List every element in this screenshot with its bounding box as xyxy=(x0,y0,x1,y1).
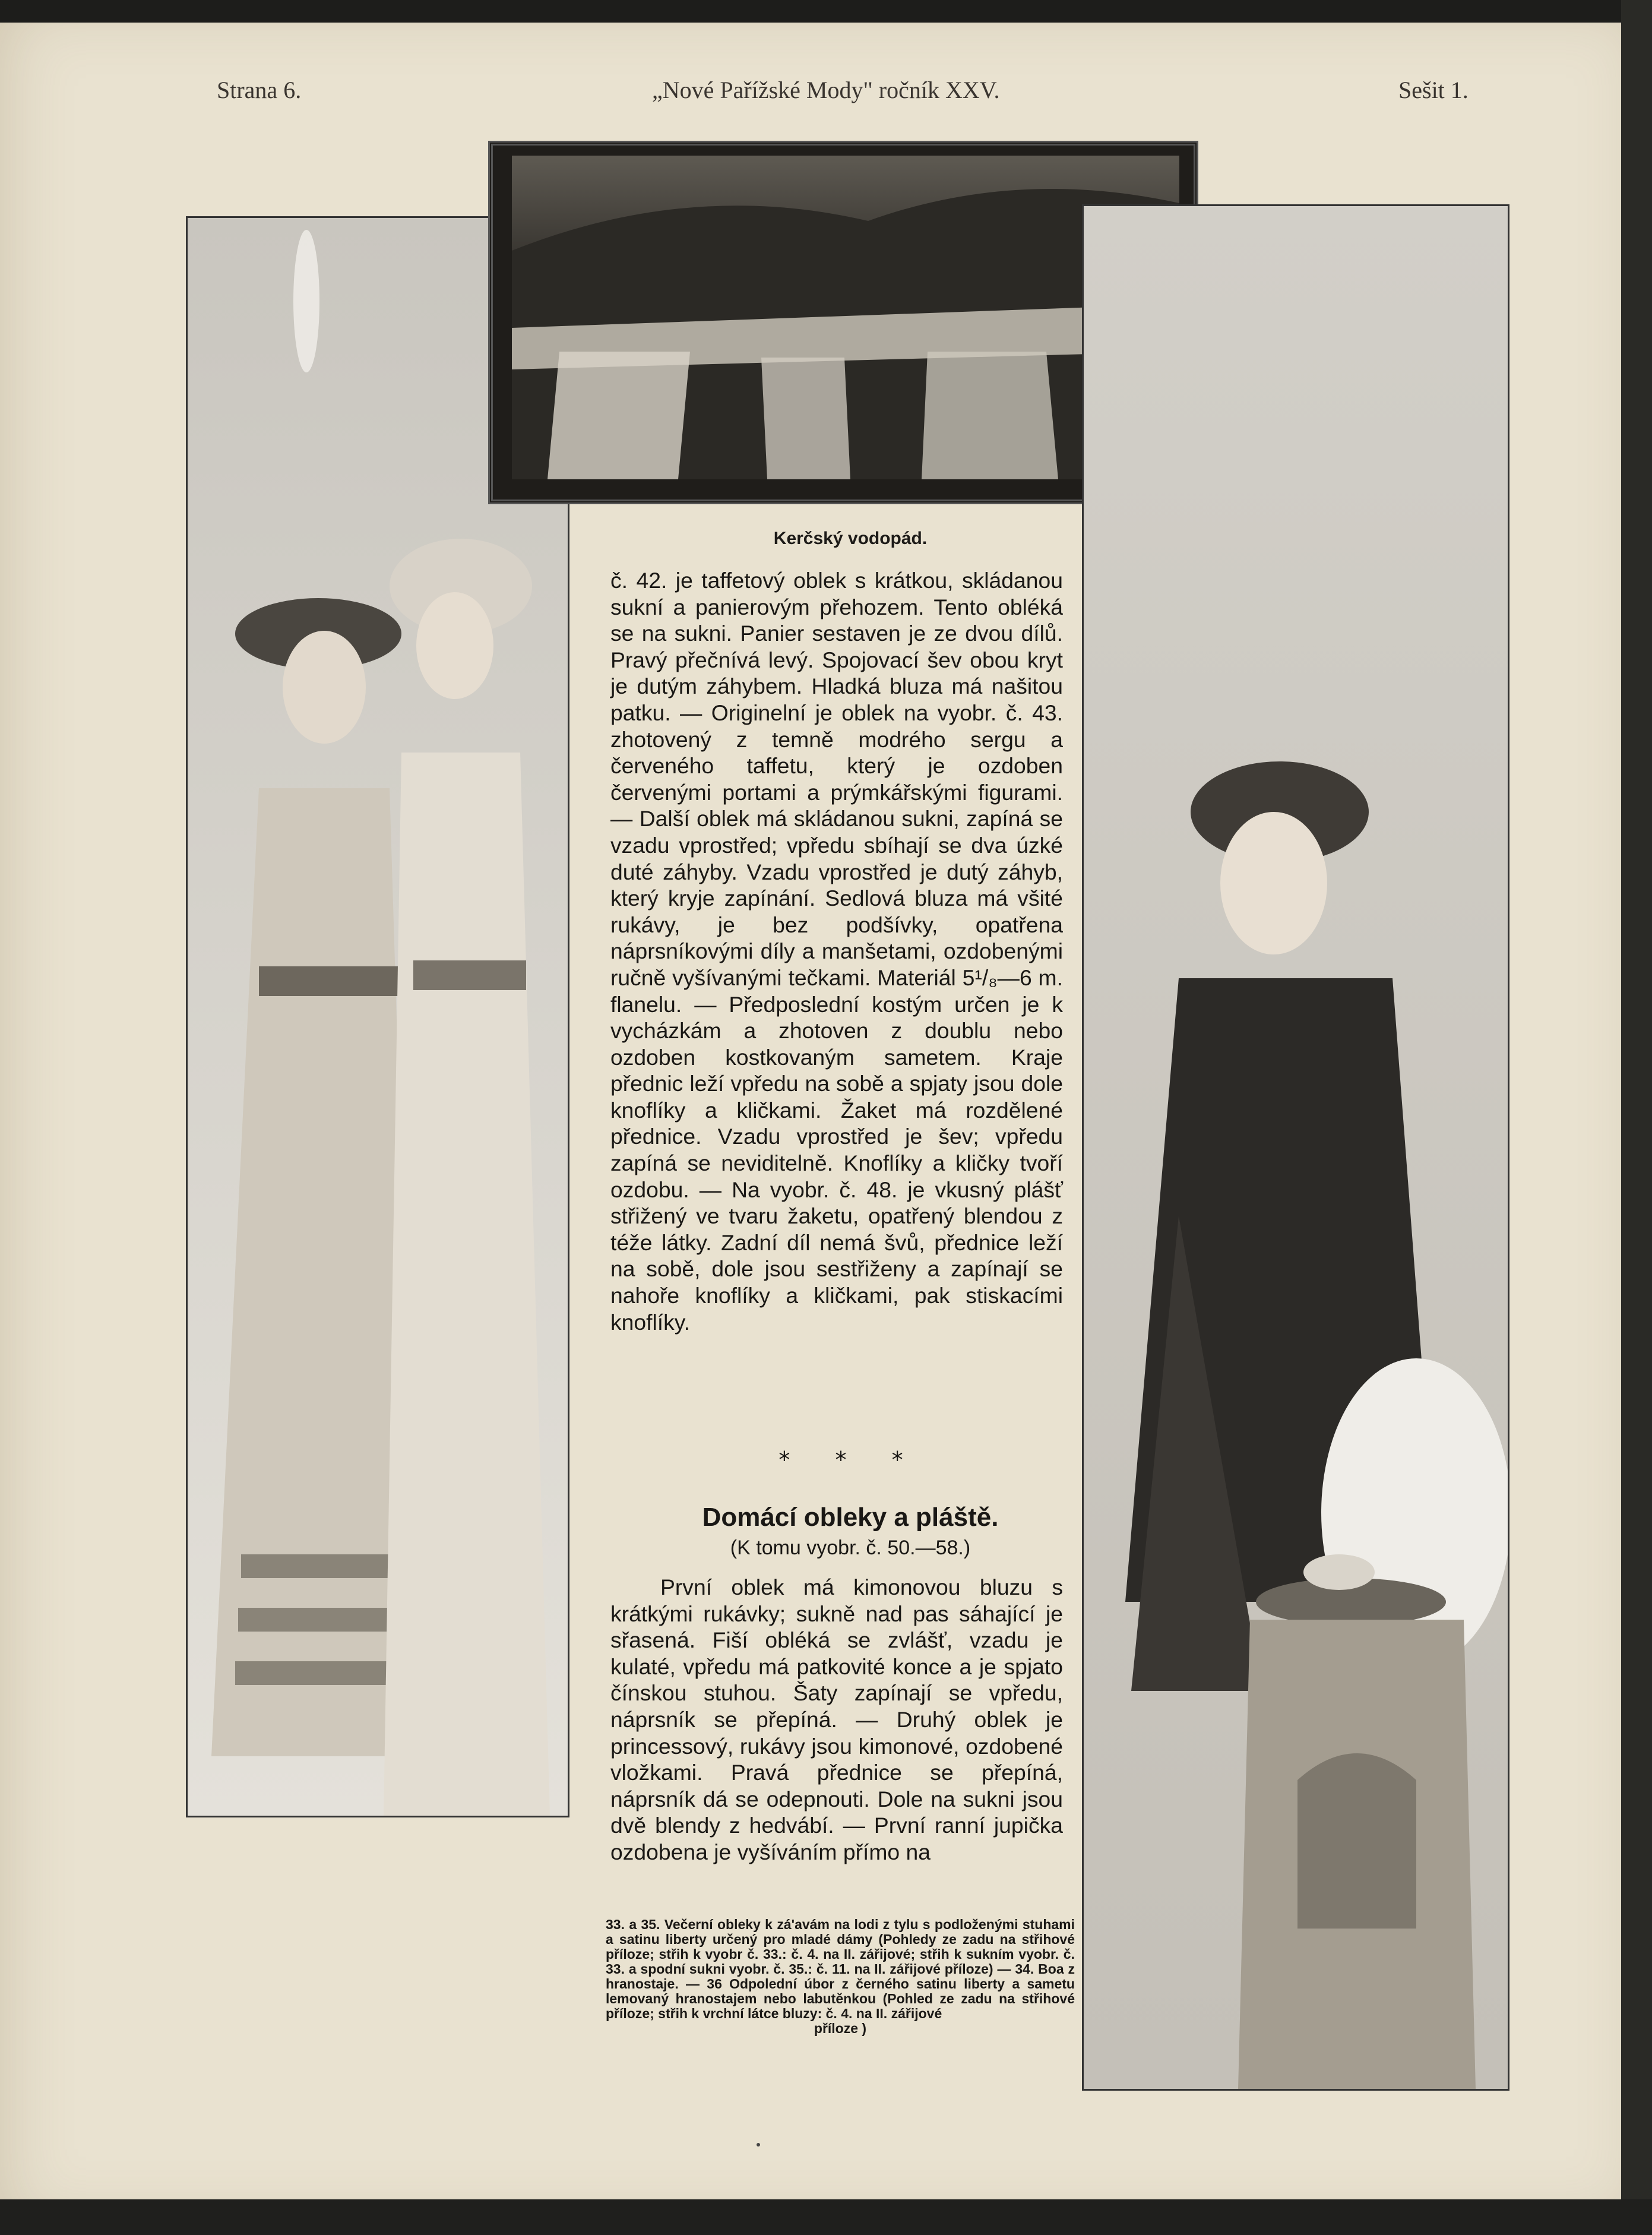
illustration-footnote xyxy=(606,1917,1075,2036)
section-separator: * * * xyxy=(778,1447,922,1473)
article-text xyxy=(610,567,1063,1335)
scan-edge-top xyxy=(0,0,1652,23)
waterfall-photo xyxy=(512,156,1179,479)
page-number: Strana 6. xyxy=(217,77,302,103)
photo-caption: Kerčský vodopád. xyxy=(773,529,928,548)
scan-edge-right xyxy=(1621,0,1652,2235)
waterfall-icon xyxy=(512,156,1179,479)
footnote-last-line: příloze ) xyxy=(814,2021,867,2036)
footnote-text: 33. a 35. Večerní obleky k zá'avám na lodi z tylu s podloženými stuhami a satinu liberty určený pro mladé dámy (Pohledy ze zadu na střihové příloze; střih k vyobr č. 33.: č. 4. na II. zářijové; střih k sukním vyobr. č. 33. a spodní sukni vyobr. č. 35.: č. 11. na II. zářijové příloze) — 34. Boa z hranostaje. — 36 Odpolední úbor z černého satinu liberty a sametu lemovaný hranostajem nebo labutěnkou (Pohled ze zadu na střihové příloze; střih k vrchní látce bluzy: č. 4. na II. zářijové xyxy=(606,1917,1075,2021)
seated-woman-illustration-icon xyxy=(1084,206,1508,2089)
section-subtitle: (K tomu vyobr. č. 50.—58.) xyxy=(730,1537,971,1559)
print-speck xyxy=(757,2143,760,2147)
article-paragraph: č. 42. je taffetový oblek s krátkou, skládanou sukní a panierovým přehozem. Tento obléká se na sukni. Panier sestaven je ze dvou dílů. Pravý přečnívá levý. Spojovací šev obou kryt je dutým záhybem. Hladká bluza má našitou patku. — Originelní je oblek na vyobr. č. 43. zhotovený z temně modrého sergu a červeného taffetu, který je ozdoben červenými portami a prýmkářskými figurami. — Další oblek má skládanou sukni, zapíná se vzadu vprostřed; vpředu sbíhají se dva úzké duté záhyby. Vzadu vprostřed je dutý záhyb, který kryje zapínání. Sedlová bluza má všité rukávy, je bez podšívky, opatřena náprsníkovými díly a manšetami, ozdobenými ručně vyšívanými tečkami. Materiál 5¹/₈—6 m. flanelu. — Předposlední kostým určen je k vycházkám a zhotoven z doublu nebo ozdoben kostkovaným sametem. Kraje přednic leží vpředu na sobě a spjaty jsou dole knoflíky a kličkami. Žaket má rozdělené přednice. Vzadu vprostřed je šev; vpředu zapíná se neviditelně. Knoflíky a kličky tvoří ozdobu. — Na vyobr. č. 48. je vkusný plášť střižený ve tvaru žaketu, opatřený blendou z téže látky. Zadní díl nemá švů, přednice leží na sobě, dole jsou sestřiženy a zapínají se nahoře knoflíky a kličkami, pak stiskacími knoflíky. xyxy=(610,568,1063,1335)
scan-edge-bottom xyxy=(0,2199,1652,2235)
right-fashion-illustration xyxy=(1082,204,1509,2091)
running-title: „Nové Pařížské Mody" ročník XXV. xyxy=(652,77,1000,103)
section-title: Domácí obleky a pláště. xyxy=(702,1503,999,1532)
issue-number: Sešit 1. xyxy=(1398,77,1469,103)
section-text: První oblek má kimonovou bluzu s krátkými rukávky; sukně nad pas sáhající je sřasená. Fiší obléká se zvlášť, vzadu je kulaté, vpředu má patkovité konce a je spjato čínskou stuhou. Šaty zapínají se vpředu, náprsník se přepíná. — Druhý oblek je princessový, rukávy jsou kimonové, ozdobené vložkami. Pravá přednice se přepíná, náprsník dá se odepnouti. Dole na sukni jsou dvě blendy z hedvábí. — První ranní jupička ozdobena je vyšíváním přímo na xyxy=(610,1575,1063,1864)
